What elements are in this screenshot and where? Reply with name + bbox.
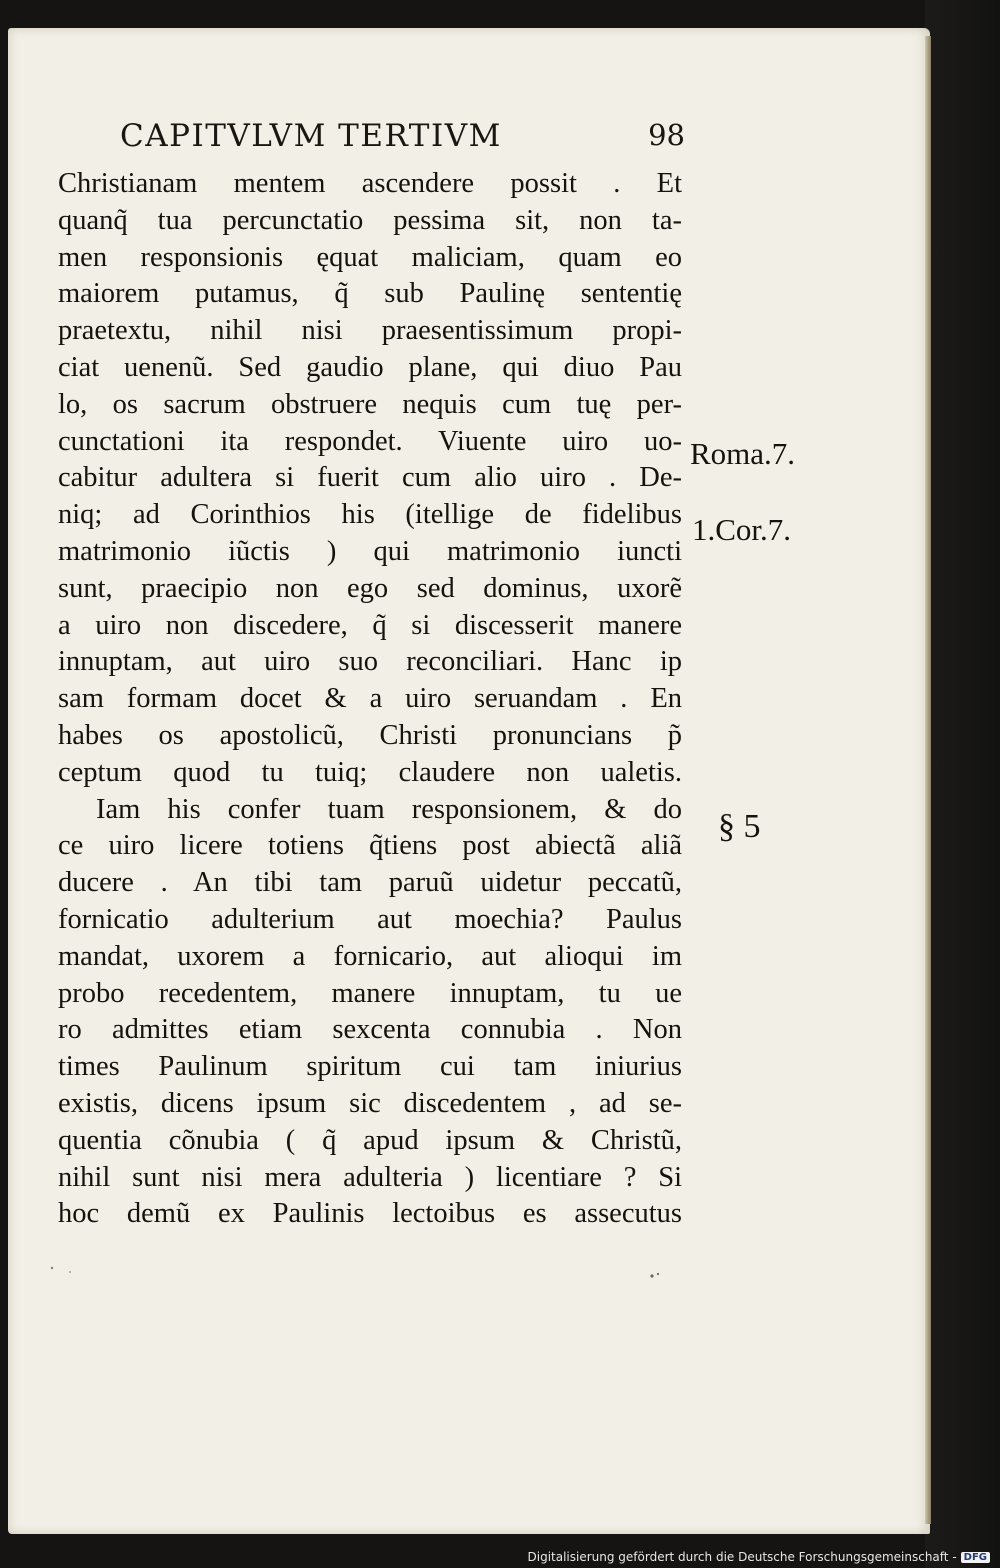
text-line: ducere . An tibi tam paruũ uidetur peccatũ, (58, 867, 682, 899)
text-line: hoc demũ ex Paulinis lectoibus es assecutus (58, 1198, 682, 1230)
text-line: quentia cõnubia ( q̃ apud ipsum & Christũ, (58, 1124, 682, 1156)
text-line: mandat, uxorem a fornicario, aut alioqui im (58, 940, 682, 972)
dfg-logo: DFG (961, 1552, 990, 1563)
margin-note-section: § 5 (718, 808, 761, 845)
text-line: nihil sunt nisi mera adulteria ) licentiare ? Si (58, 1161, 682, 1193)
page-edge (925, 36, 931, 1524)
text-line: lo, os sacrum obstruere nequis cum tuę per- (58, 388, 682, 420)
text-line: fornicatio adulterium aut moechia? Paulus (58, 903, 682, 935)
margin-note-corinthians: 1.Cor.7. (692, 512, 792, 547)
text-line: existis, dicens ipsum sic discedentem , ad se- (58, 1087, 682, 1119)
text-line: sam formam docet & a uiro seruandam . En (58, 683, 682, 715)
text-line: times Paulinum spiritum cui tam iniurius (58, 1051, 682, 1083)
text-line: matrimonio iũctis ) qui matrimonio iuncti (58, 535, 682, 567)
text-line: sunt, praecipio non ego sed dominus, uxorẽ (58, 572, 682, 604)
background-strip (925, 0, 1000, 1568)
text-line: niq; ad Corinthios his (itellige de fidelibus (58, 499, 682, 531)
text-line: maiorem putamus, q̃ sub Paulinę sententię (58, 278, 682, 310)
text-line: cabitur adultera si fuerit cum alio uiro . De- (58, 462, 682, 494)
text-line: quanq̃ tua percunctatio pessima sit, non ta- (58, 204, 682, 236)
text-line: ro admittes etiam sexcenta connubia . Non (58, 1014, 682, 1046)
text-line: Iam his confer tuam responsionem, & do (96, 793, 682, 825)
text-block (58, 166, 682, 1233)
text-line: habes os apostolicũ, Christi pronuncians p̃ (58, 719, 682, 751)
text-line: a uiro non discedere, q̃ si discesserit manere (58, 609, 682, 641)
text-line: praetextu, nihil nisi praesentissimum propi- (58, 315, 682, 347)
digitization-footer (528, 1550, 991, 1564)
margin-note-roma: Roma.7. (690, 436, 796, 471)
text-line: innuptam, aut uiro suo reconciliari. Hanc ip (58, 646, 682, 678)
text-line: ce uiro licere totiens q̃tiens post abiectã aliã (58, 830, 682, 862)
running-head: CAPITVLVM TERTIVM (120, 118, 502, 154)
page-header (120, 118, 685, 158)
footer-credit: Digitalisierung gefördert durch die Deutsche Forschungsgemeinschaft - (527, 1550, 957, 1564)
text-line: ceptum quod tu tuiq; claudere non ualetis. (58, 756, 682, 788)
text-line: probo recedentem, manere innuptam, tu ue (58, 977, 682, 1009)
folio-number: 98 (648, 118, 685, 152)
print-specks (40, 1248, 720, 1288)
text-line: Christianam mentem ascendere possit . Et (58, 168, 682, 199)
text-line: cunctationi ita respondet. Viuente uiro uo- (58, 425, 682, 457)
text-line: ciat uenenũ. Sed gaudio plane, qui diuo Pau (58, 351, 682, 383)
text-line: men responsionis ęquat maliciam, quam eo (58, 241, 682, 273)
